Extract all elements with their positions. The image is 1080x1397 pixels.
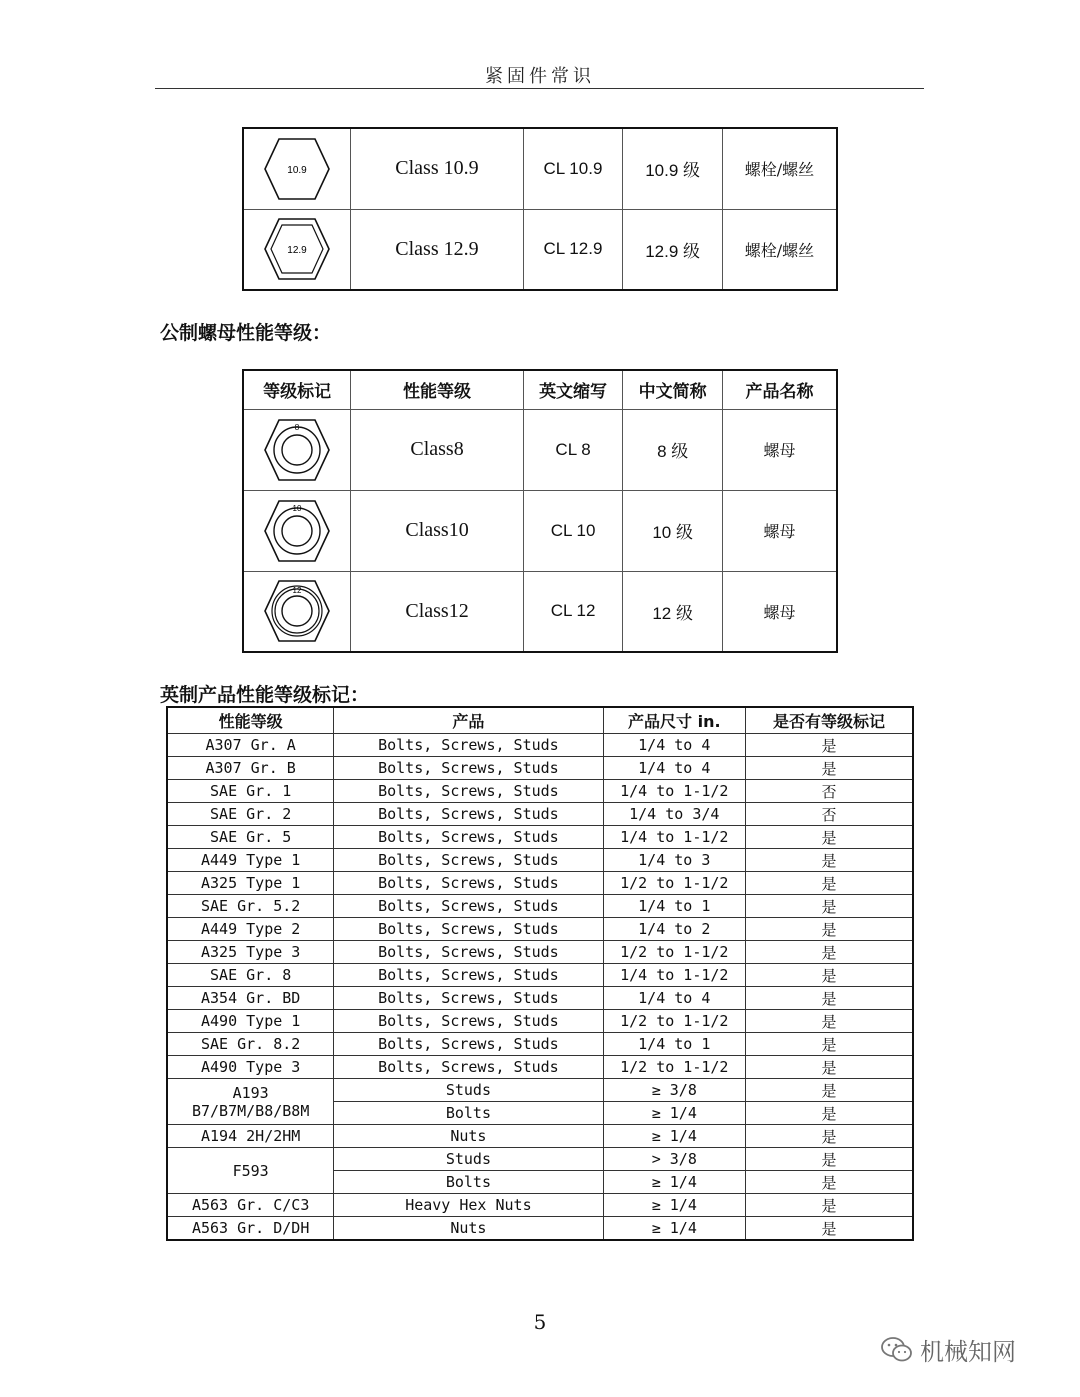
product-cell: Nuts	[334, 1217, 603, 1241]
size-cell: 1/4 to 1-1/2	[603, 826, 746, 849]
hex-nut-icon	[262, 576, 332, 646]
marked-cell: 否	[746, 780, 913, 803]
marked-cell: 是	[746, 849, 913, 872]
table-row	[243, 409, 837, 490]
grade-cell: A325 Type 1	[167, 872, 334, 895]
product-cell: Bolts, Screws, Studs	[334, 918, 603, 941]
size-cell: 1/4 to 1-1/2	[603, 780, 746, 803]
product-cell: Bolts, Screws, Studs	[334, 803, 603, 826]
table-row	[167, 1125, 913, 1148]
product-cell: Bolts, Screws, Studs	[334, 849, 603, 872]
grade-cell: A307 Gr. A	[167, 734, 334, 757]
product-cell: Bolts	[334, 1171, 603, 1194]
inch-grade-heading: 英制产品性能等级标记：	[160, 684, 370, 706]
marked-cell: 是	[746, 987, 913, 1010]
class-cell: Class 12.9	[351, 209, 523, 290]
table-header-row	[243, 370, 837, 409]
size-cell: ≥ 3/8	[603, 1079, 746, 1102]
grade-cell: SAE Gr. 1	[167, 780, 334, 803]
product-cell: Bolts, Screws, Studs	[334, 757, 603, 780]
table-row	[167, 918, 913, 941]
column-header: 性能等级	[351, 370, 523, 409]
table-row	[167, 1010, 913, 1033]
hex-bolt-head-icon	[262, 134, 332, 204]
page-number: 5	[533, 1310, 547, 1334]
table-row	[167, 849, 913, 872]
watermark	[880, 1332, 1016, 1367]
size-cell: > 3/8	[603, 1148, 746, 1171]
cn-cell: 10.9 级	[623, 128, 723, 209]
abbr-cell: CL 12.9	[523, 209, 623, 290]
size-cell: ≥ 1/4	[603, 1194, 746, 1217]
header-rule	[155, 88, 924, 89]
inch-grade-table	[166, 706, 914, 1241]
product-cell: Bolts, Screws, Studs	[334, 1010, 603, 1033]
table-row	[167, 987, 913, 1010]
marked-cell: 是	[746, 872, 913, 895]
marked-cell: 是	[746, 734, 913, 757]
marked-cell: 是	[746, 1033, 913, 1056]
grade-cell: A490 Type 3	[167, 1056, 334, 1079]
size-cell: ≥ 1/4	[603, 1102, 746, 1125]
table-row	[167, 1056, 913, 1079]
metric-nut-table	[242, 369, 838, 653]
column-header: 等级标记	[243, 370, 351, 409]
marked-cell: 是	[746, 964, 913, 987]
grade-cell: A449 Type 1	[167, 849, 334, 872]
bolt-mark-cell	[243, 209, 351, 290]
size-cell: ≥ 1/4	[603, 1217, 746, 1241]
marked-cell: 是	[746, 1125, 913, 1148]
inch-table-body	[167, 734, 913, 1241]
product-cell: Bolts, Screws, Studs	[334, 987, 603, 1010]
bolt-mark-cell	[243, 128, 351, 209]
grade-cell: SAE Gr. 5	[167, 826, 334, 849]
bolt-mark-label: 12.9	[287, 245, 307, 257]
size-cell: ≥ 1/4	[603, 1171, 746, 1194]
marked-cell: 是	[746, 1010, 913, 1033]
grade-cell	[167, 1079, 334, 1125]
grade-cell: A563 Gr. D/DH	[167, 1217, 334, 1241]
marked-cell: 是	[746, 918, 913, 941]
nut-mark-cell	[243, 490, 351, 571]
size-cell: 1/4 to 4	[603, 757, 746, 780]
hex-bolt-head-icon	[262, 214, 332, 284]
size-cell: 1/2 to 1-1/2	[603, 1010, 746, 1033]
table-row	[243, 571, 837, 652]
marked-cell: 是	[746, 1194, 913, 1217]
column-header: 是否有等级标记	[746, 707, 913, 734]
marked-cell: 是	[746, 895, 913, 918]
size-cell: 1/4 to 1	[603, 895, 746, 918]
grade-cell: A307 Gr. B	[167, 757, 334, 780]
product-cell: Bolts, Screws, Studs	[334, 780, 603, 803]
table-row	[167, 895, 913, 918]
class-cell: Class 10.9	[351, 128, 523, 209]
abbr-cell: CL 10	[523, 490, 623, 571]
table-header-row	[167, 707, 913, 734]
product-cell: Bolts, Screws, Studs	[334, 1033, 603, 1056]
product-cell: 螺母	[722, 409, 837, 490]
product-cell: Bolts, Screws, Studs	[334, 1056, 603, 1079]
table-row	[243, 209, 837, 290]
nut-mark-cell	[243, 409, 351, 490]
grade-cell: A194 2H/2HM	[167, 1125, 334, 1148]
hex-nut-icon	[262, 415, 332, 485]
column-header: 英文缩写	[523, 370, 623, 409]
grade-cell: A563 Gr. C/C3	[167, 1194, 334, 1217]
column-header: 性能等级	[167, 707, 334, 734]
grade-line: A193	[232, 1083, 269, 1102]
page-header-title: 紧固件常识	[485, 66, 595, 87]
size-cell: 1/4 to 2	[603, 918, 746, 941]
table-row	[167, 1194, 913, 1217]
nut-mark-label: 12	[292, 586, 302, 596]
grade-cell: SAE Gr. 2	[167, 803, 334, 826]
product-cell: 螺母	[722, 490, 837, 571]
grade-line: B7/B7M/B8/B8M	[191, 1101, 310, 1120]
abbr-cell: CL 12	[523, 571, 623, 652]
grade-cell: SAE Gr. 8.2	[167, 1033, 334, 1056]
marked-cell: 是	[746, 1171, 913, 1194]
size-cell: 1/4 to 4	[603, 734, 746, 757]
table-row	[167, 1033, 913, 1056]
size-cell: 1/2 to 1-1/2	[603, 1056, 746, 1079]
product-cell: Bolts, Screws, Studs	[334, 941, 603, 964]
class-cell: Class8	[351, 409, 523, 490]
grade-cell: SAE Gr. 8	[167, 964, 334, 987]
size-cell: 1/2 to 1-1/2	[603, 941, 746, 964]
product-cell: Bolts, Screws, Studs	[334, 964, 603, 987]
column-header: 产品名称	[722, 370, 837, 409]
size-cell: 1/4 to 1-1/2	[603, 964, 746, 987]
table-row	[167, 872, 913, 895]
table-row	[167, 757, 913, 780]
marked-cell: 是	[746, 1056, 913, 1079]
abbr-cell: CL 10.9	[523, 128, 623, 209]
table-row	[167, 803, 913, 826]
table-row	[167, 1148, 913, 1171]
class-cell: Class12	[351, 571, 523, 652]
marked-cell: 是	[746, 826, 913, 849]
cn-cell: 10 级	[623, 490, 723, 571]
nut-mark-label: 8	[294, 422, 300, 432]
product-cell: Bolts, Screws, Studs	[334, 734, 603, 757]
cn-cell: 12 级	[623, 571, 723, 652]
marked-cell: 是	[746, 1102, 913, 1125]
table-row	[167, 1217, 913, 1241]
size-cell: 1/2 to 1-1/2	[603, 872, 746, 895]
product-cell: Nuts	[334, 1125, 603, 1148]
table-row	[167, 780, 913, 803]
column-header: 中文简称	[623, 370, 723, 409]
grade-cell: A325 Type 3	[167, 941, 334, 964]
metric-nut-heading: 公制螺母性能等级：	[160, 322, 332, 344]
table-row	[243, 490, 837, 571]
marked-cell: 是	[746, 757, 913, 780]
nut-mark-label: 10	[292, 503, 302, 513]
watermark-text: 机械知网	[920, 1338, 1016, 1366]
product-cell: 螺母	[722, 571, 837, 652]
product-cell: Heavy Hex Nuts	[334, 1194, 603, 1217]
bolt-class-table	[242, 127, 838, 291]
class-cell: Class10	[351, 490, 523, 571]
abbr-cell: CL 8	[523, 409, 623, 490]
grade-cell: F593	[167, 1148, 334, 1194]
grade-cell: A449 Type 2	[167, 918, 334, 941]
nut-mark-cell	[243, 571, 351, 652]
product-cell: Bolts, Screws, Studs	[334, 895, 603, 918]
table-row	[167, 1079, 913, 1102]
product-cell: 螺栓/螺丝	[722, 128, 837, 209]
product-cell: Bolts, Screws, Studs	[334, 826, 603, 849]
size-cell: ≥ 1/4	[603, 1125, 746, 1148]
wechat-icon	[880, 1336, 914, 1364]
column-header: 产品	[334, 707, 603, 734]
marked-cell: 否	[746, 803, 913, 826]
grade-cell: A490 Type 1	[167, 1010, 334, 1033]
hex-nut-icon	[262, 496, 332, 566]
product-cell: Bolts, Screws, Studs	[334, 872, 603, 895]
bolt-mark-label: 10.9	[287, 164, 307, 176]
cn-cell: 8 级	[623, 409, 723, 490]
column-header: 产品尺寸 in.	[603, 707, 746, 734]
grade-cell: SAE Gr. 5.2	[167, 895, 334, 918]
table-row	[167, 734, 913, 757]
product-cell: Bolts	[334, 1102, 603, 1125]
grade-cell: A354 Gr. BD	[167, 987, 334, 1010]
product-cell: Studs	[334, 1079, 603, 1102]
size-cell: 1/4 to 3	[603, 849, 746, 872]
table-row	[243, 128, 837, 209]
table-row	[167, 941, 913, 964]
size-cell: 1/4 to 4	[603, 987, 746, 1010]
table-row	[167, 826, 913, 849]
marked-cell: 是	[746, 941, 913, 964]
table-row	[167, 964, 913, 987]
cn-cell: 12.9 级	[623, 209, 723, 290]
marked-cell: 是	[746, 1079, 913, 1102]
marked-cell: 是	[746, 1217, 913, 1241]
product-cell: Studs	[334, 1148, 603, 1171]
size-cell: 1/4 to 1	[603, 1033, 746, 1056]
product-cell: 螺栓/螺丝	[722, 209, 837, 290]
marked-cell: 是	[746, 1148, 913, 1171]
size-cell: 1/4 to 3/4	[603, 803, 746, 826]
